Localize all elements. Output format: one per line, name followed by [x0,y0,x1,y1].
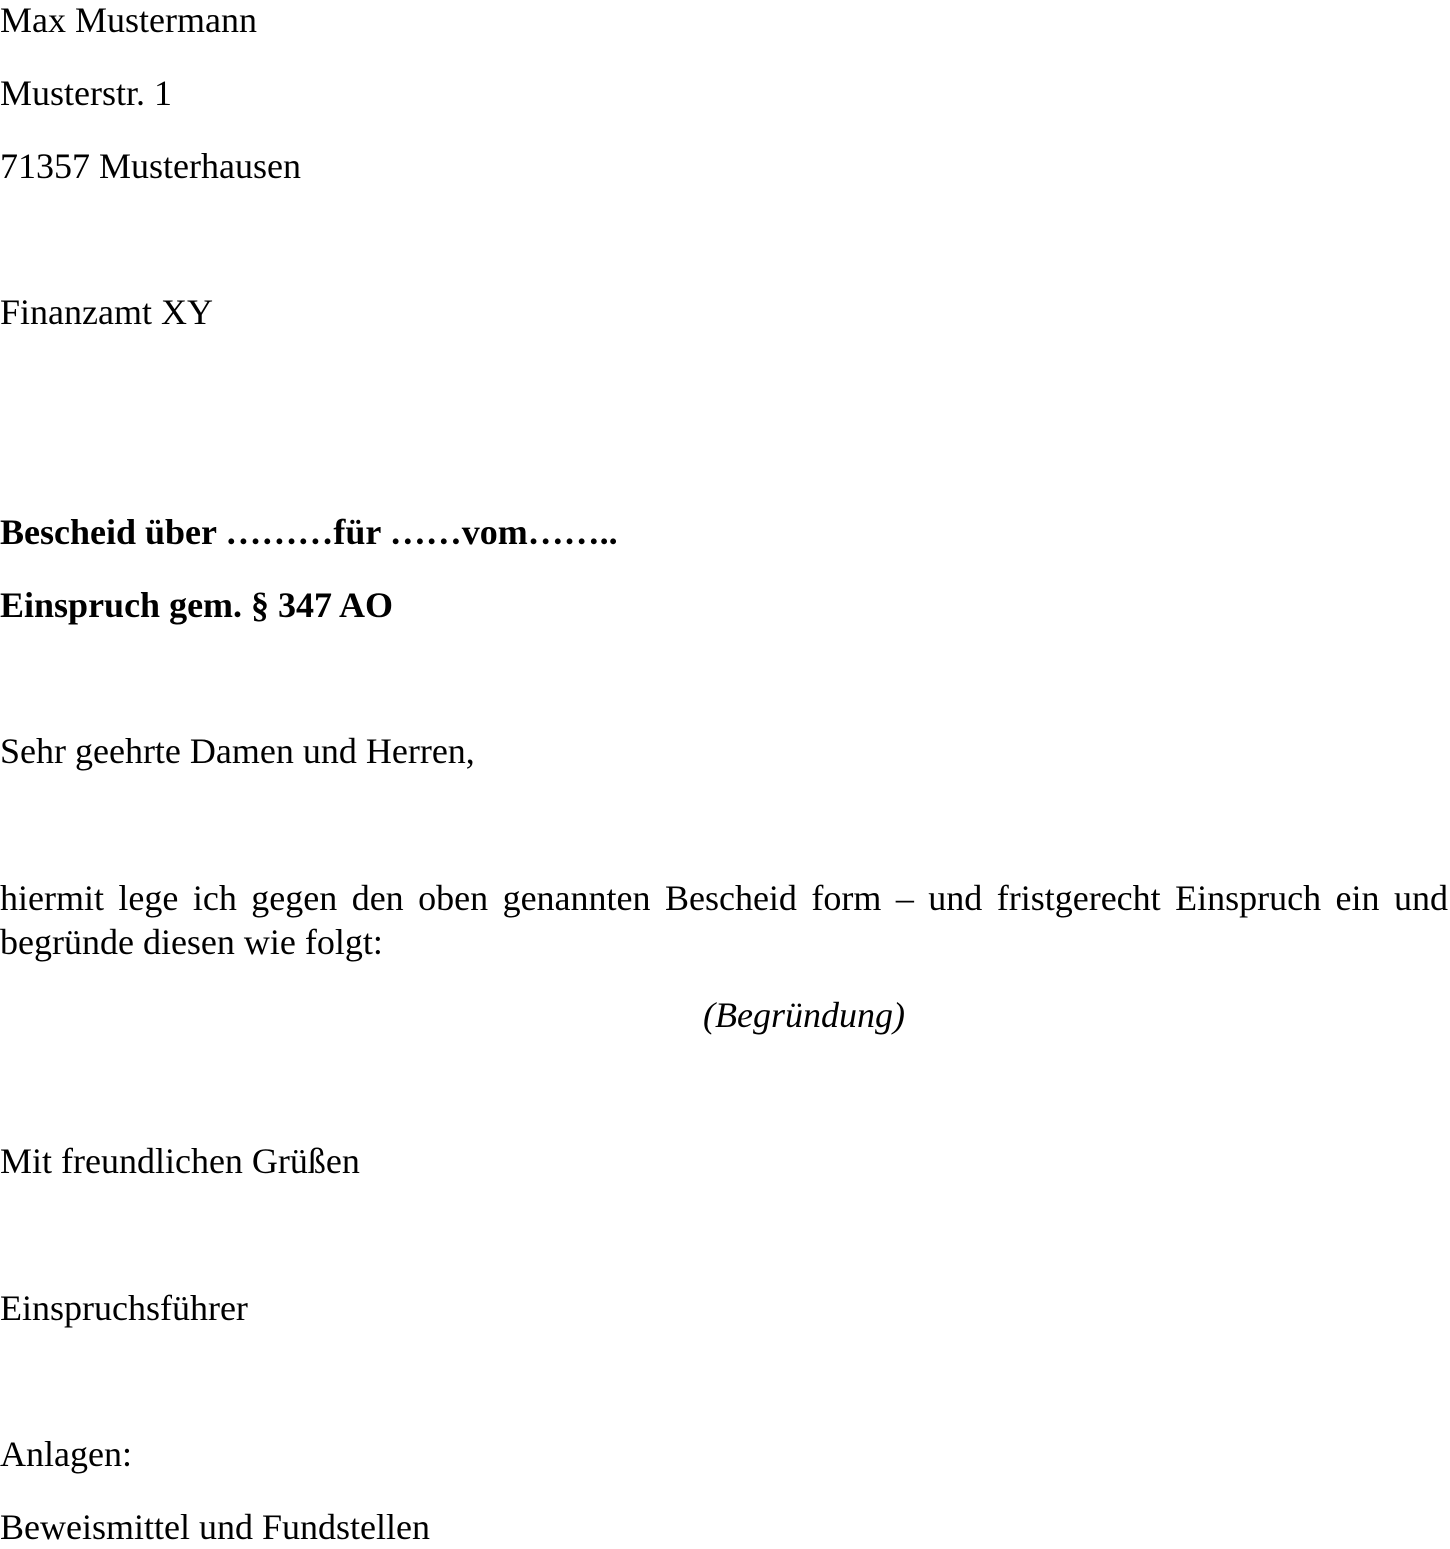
salutation: Sehr geehrte Damen und Herren, [0,731,475,771]
subject-line-2: Einspruch gem. § 347 AO [0,585,394,625]
subject-line-1: Bescheid über ………für ……vom…….. [0,512,618,552]
recipient-name: Finanzamt XY [0,292,213,332]
sender-name: Max Mustermann [0,0,257,40]
reason-placeholder: (Begründung) [703,995,905,1035]
sender-street: Musterstr. 1 [0,73,173,113]
closing: Mit freundlichen Grüßen [0,1141,360,1181]
attachments-label: Anlagen: [0,1434,132,1474]
sender-city: 71357 Musterhausen [0,146,301,186]
attachments-item: Beweismittel und Fundstellen [0,1507,430,1547]
signature-label: Einspruchsführer [0,1288,248,1328]
body-paragraph: hiermit lege ich gegen den oben genannten Bescheid form – und fristgerecht Einspruch ein und begründe diesen wie folgt: [0,878,1448,962]
